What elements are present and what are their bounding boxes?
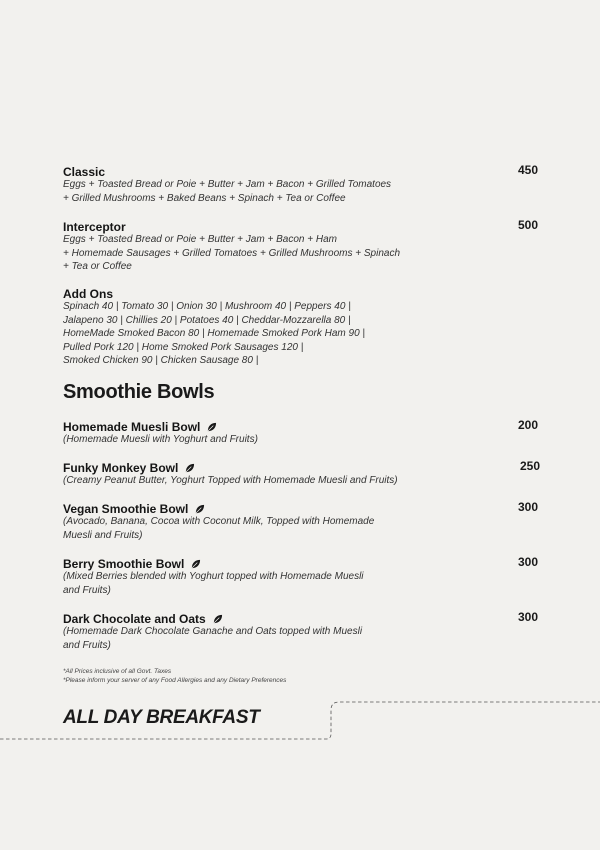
menu-item-funky-monkey-bowl <box>63 459 543 488</box>
leaf-icon <box>194 504 205 515</box>
leaf-icon <box>206 422 217 433</box>
menu-item-interceptor <box>63 218 543 274</box>
addons-line: Smoked Chicken 90 | Chicken Sausage 80 | <box>63 355 259 366</box>
menu-item-vegan-smoothie-bowl <box>63 500 543 542</box>
item-price: 300 <box>517 500 538 514</box>
menu-item-muesli-bowl <box>63 418 543 447</box>
item-name: Funky Monkey Bowl <box>63 461 179 475</box>
item-price: 300 <box>517 610 538 624</box>
leaf-icon <box>190 559 201 570</box>
item-desc-line: Eggs + Toasted Bread or Poie + Butter + Jam + Bacon + Ham <box>63 234 337 245</box>
item-name: Interceptor <box>63 220 126 234</box>
item-desc-line: Muesli and Fruits) <box>63 529 143 541</box>
item-price: 300 <box>517 555 538 569</box>
leaf-icon <box>212 614 223 625</box>
item-desc-line: and Fruits) <box>63 639 111 651</box>
addons-title: Add Ons <box>63 287 113 301</box>
section-title-smoothie-bowls: Smoothie Bowls <box>63 381 215 403</box>
item-desc-line: (Homemade Dark Chocolate Ganache and Oats topped with Muesli <box>63 626 363 637</box>
item-name: Dark Chocolate and Oats <box>63 612 206 626</box>
item-desc-line: (Creamy Peanut Butter, Yoghurt Topped with Homemade Muesli and Fruits) <box>63 475 398 486</box>
addons-line: Spinach 40 | Tomato 30 | Onion 30 | Mushroom 40 | Peppers 40 | <box>63 301 351 312</box>
item-desc-line: + Tea or Coffee <box>63 261 132 272</box>
item-desc-line: (Mixed Berries blended with Yoghurt topped with Homemade Muesli <box>63 571 364 582</box>
addons-block <box>63 285 543 368</box>
leaf-icon <box>184 463 195 474</box>
item-price: 250 <box>519 459 540 473</box>
item-price: 500 <box>517 218 538 232</box>
item-desc-line: (Avocado, Banana, Cocoa with Coconut Milk, Topped with Homemade <box>63 516 375 527</box>
addons-line: HomeMade Smoked Bacon 80 | Homemade Smoked Pork Ham 90 | <box>63 328 366 339</box>
item-desc-line: and Fruits) <box>63 584 111 596</box>
section-title-all-day-breakfast: ALL DAY BREAKFAST <box>63 707 260 728</box>
item-price: 200 <box>517 418 538 432</box>
item-name: Berry Smoothie Bowl <box>63 557 185 571</box>
item-desc-line: + Homemade Sausages + Grilled Tomatoes + Grilled Mushrooms + Spinach <box>63 247 401 259</box>
allergy-note: *Please inform your server of any Food Allergies and any Dietary Preferences <box>63 677 287 684</box>
tax-note: *All Prices inclusive of all Govt. Taxes <box>63 668 172 675</box>
item-name: Vegan Smoothie Bowl <box>63 502 189 516</box>
item-desc-line: + Grilled Mushrooms + Baked Beans + Spinach + Tea or Coffee <box>63 192 346 204</box>
item-price: 450 <box>517 163 538 177</box>
addons-line: Jalapeno 30 | Chillies 20 | Potatoes 40 | Cheddar-Mozzarella 80 | <box>63 314 351 326</box>
item-desc-line: (Homemade Muesli with Yoghurt and Fruits) <box>63 434 258 445</box>
menu-item-berry-smoothie-bowl <box>63 555 543 597</box>
addons-line: Pulled Pork 120 | Home Smoked Pork Sausages 120 | <box>63 341 304 353</box>
menu-item-classic <box>63 163 543 205</box>
menu-item-dark-chocolate-oats <box>63 610 543 652</box>
item-desc-line: Eggs + Toasted Bread or Poie + Butter + Jam + Bacon + Grilled Tomatoes <box>63 179 392 190</box>
item-name: Homemade Muesli Bowl <box>63 420 201 434</box>
item-name: Classic <box>63 165 106 179</box>
